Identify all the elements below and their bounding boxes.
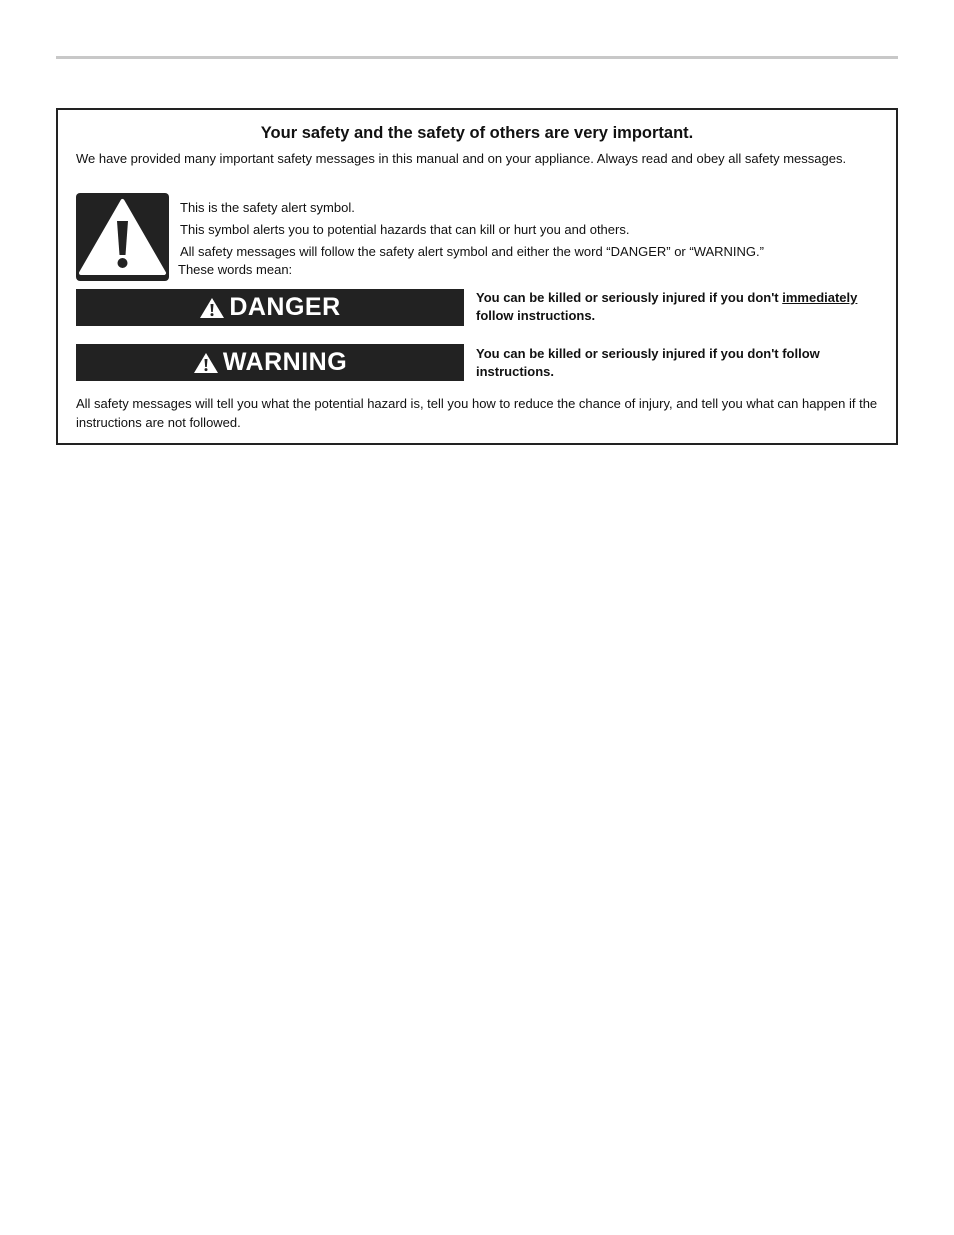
warning-triangle-icon	[193, 352, 219, 374]
safety-intro: We have provided many important safety messages in this manual and on your appliance. Always read and obey all safety messages.	[76, 151, 847, 166]
danger-description	[476, 289, 888, 325]
symbol-line-2: This symbol alerts you to potential hazards that can kill or hurt you and others.	[180, 222, 630, 237]
symbol-line-4: These words mean:	[178, 262, 293, 277]
symbol-line-3: All safety messages will follow the safety alert symbol and either the word “DANGER” or “WARNING.”	[180, 244, 764, 259]
warning-triangle-icon	[199, 297, 225, 319]
danger-text-before: You can be killed or seriously injured if you don't	[476, 290, 783, 305]
warning-word: WARNING	[222, 348, 348, 376]
danger-text-emphasis: immediately	[782, 290, 858, 305]
danger-banner	[76, 289, 464, 326]
danger-text-after: follow instructions.	[476, 308, 596, 323]
symbol-line-1: This is the safety alert symbol.	[180, 200, 355, 215]
safety-title: Your safety and the safety of others are very important.	[260, 124, 694, 142]
safety-outro: All safety messages will tell you what the potential hazard is, tell you how to reduce the chance of injury, and tell you what can happen if the instructions are not followed.	[76, 396, 878, 430]
warning-banner	[76, 344, 464, 381]
danger-word: DANGER	[229, 293, 341, 321]
safety-alert-icon	[76, 193, 169, 281]
top-rule	[56, 56, 898, 59]
warning-description: You can be killed or seriously injured if you don't follow instructions.	[476, 346, 820, 379]
safety-notice-box	[56, 108, 898, 445]
